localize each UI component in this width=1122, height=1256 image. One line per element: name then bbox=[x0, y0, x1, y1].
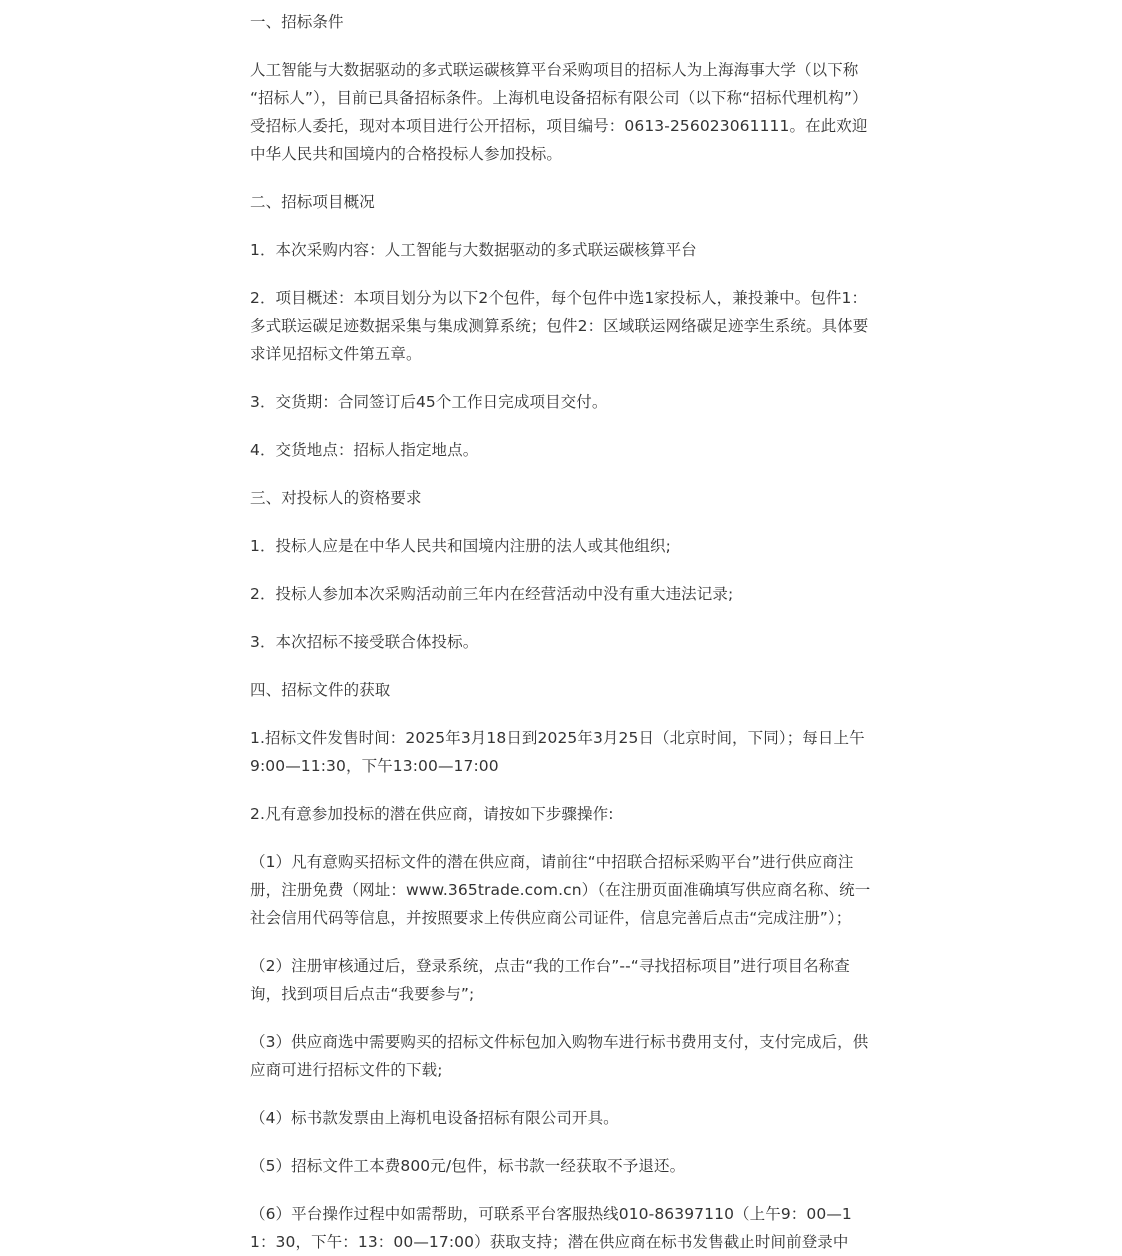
section-heading-tender-conditions: 一、招标条件 bbox=[250, 13, 344, 31]
paragraph-project-description: 2．项目概述：本项目划分为以下2个包件，每个包件中选1家投标人，兼投兼中。包件1：多式联运碳足迹数据采集与集成测算系统；包件2：区域联运网络碳足迹孪生系统。具体要求详见招标文件第五章。 bbox=[250, 289, 869, 363]
paragraph-step-6-support-hotline: （6）平台操作过程中如需帮助，可联系平台客服热线010-86397110（上午9：00—11：30，下午：13：00—17:00）获取支持；潜在供应商在标书发售截止时间前登录中 bbox=[250, 1205, 852, 1251]
paragraph-supplier-steps-intro: 2.凡有意参加投标的潜在供应商，请按如下步骤操作: bbox=[250, 805, 614, 823]
section-heading-document-acquisition: 四、招标文件的获取 bbox=[250, 681, 391, 699]
paragraph-qualification-no-violations: 2．投标人参加本次采购活动前三年内在经营活动中没有重大违法记录; bbox=[250, 585, 734, 603]
section-heading-project-overview: 二、招标项目概况 bbox=[250, 193, 375, 211]
paragraph-qualification-legal-person: 1．投标人应是在中华人民共和国境内注册的法人或其他组织; bbox=[250, 537, 671, 555]
paragraph-step-1-registration: （1）凡有意购买招标文件的潜在供应商，请前往“中招联合招标采购平台”进行供应商注册，注册免费（网址：www.365trade.com.cn）（在注册页面准确填写供应商名称、统一社会信用代码等信息，并按照要求上传供应商公司证件，信息完善后点击“完成注册”）； bbox=[250, 853, 871, 927]
paragraph-step-3-payment-download: （3）供应商选中需要购买的招标文件标包加入购物车进行标书费用支付，支付完成后，供应商可进行招标文件的下载; bbox=[250, 1033, 869, 1079]
paragraph-step-4-invoice: （4）标书款发票由上海机电设备招标有限公司开具。 bbox=[250, 1109, 619, 1127]
paragraph-step-2-find-project: （2）注册审核通过后，登录系统，点击“我的工作台”--“寻找招标项目”进行项目名称查询，找到项目后点击“我要参与”; bbox=[250, 957, 850, 1003]
paragraph-tender-conditions-body: 人工智能与大数据驱动的多式联运碳核算平台采购项目的招标人为上海海事大学（以下称“招标人”），目前已具备招标条件。上海机电设备招标有限公司（以下称“招标代理机构”）受招标人委托，现对本项目进行公开招标，项目编号：0613-256023061111。在此欢迎中华人民共和国境内的合格投标人参加投标。 bbox=[250, 61, 868, 163]
paragraph-step-5-document-fee: （5）招标文件工本费800元/包件，标书款一经获取不予退还。 bbox=[250, 1157, 686, 1175]
paragraph-document-sale-time: 1.招标文件发售时间：2025年3月18日到2025年3月25日（北京时间，下同）；每日上午9:00—11:30，下午13:00—17:00 bbox=[250, 729, 865, 775]
section-heading-bidder-qualifications: 三、对投标人的资格要求 bbox=[250, 489, 422, 507]
paragraph-qualification-no-consortium: 3．本次招标不接受联合体投标。 bbox=[250, 633, 479, 651]
paragraph-delivery-location: 4．交货地点：招标人指定地点。 bbox=[250, 441, 479, 459]
paragraph-delivery-period: 3．交货期：合同签订后45个工作日完成项目交付。 bbox=[250, 393, 608, 411]
paragraph-procurement-content: 1．本次采购内容：人工智能与大数据驱动的多式联运碳核算平台 bbox=[250, 241, 697, 259]
